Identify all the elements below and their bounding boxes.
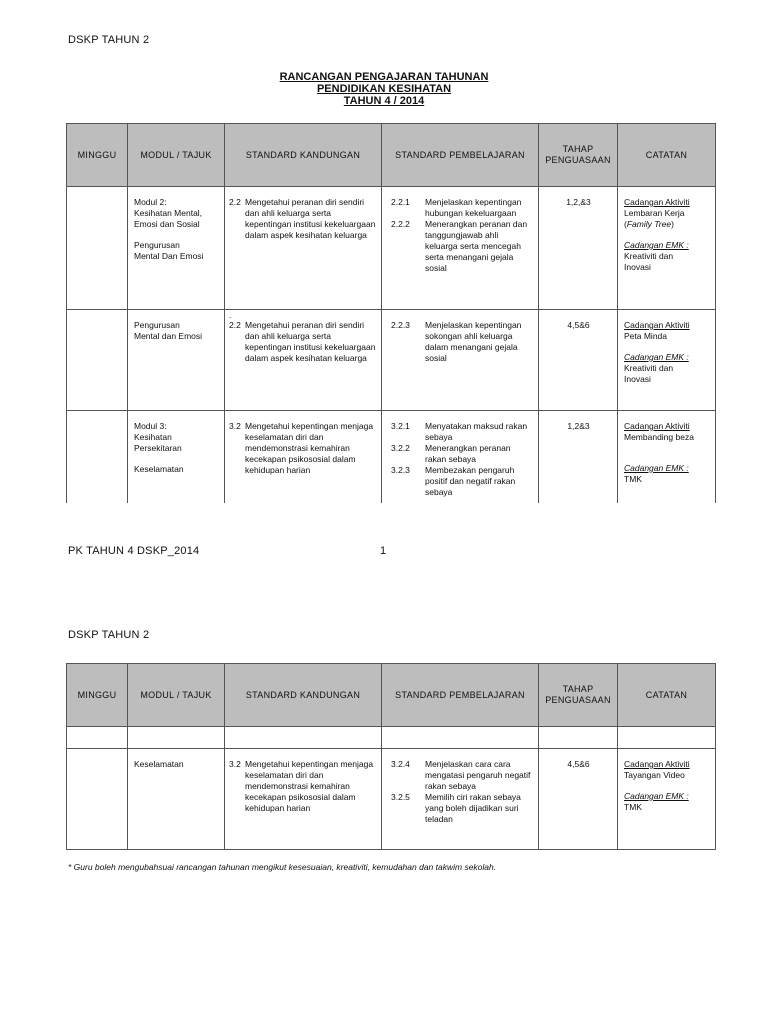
standard-kandungan-cell: 3.2 Mengetahui kepentingan menjaga keselamatan diri dan mendemonstrasi kemahiran kecekapan psikososial dalam kehidupan harian xyxy=(225,749,382,850)
modul-cell: Modul 2: Kesihatan Mental, Emosi dan Sosial Pengurusan Mental Dan Emosi xyxy=(128,187,225,310)
table-row xyxy=(67,187,716,310)
table-header-row xyxy=(67,664,716,727)
title-line-3: TAHUN 4 / 2014 xyxy=(343,95,425,107)
col-standard-kandungan: STANDARD KANDUNGAN xyxy=(225,124,382,187)
lesson-plan-table-page1 xyxy=(66,123,716,503)
minggu-cell xyxy=(67,411,128,503)
table-row xyxy=(67,310,716,411)
lesson-plan-table-page2 xyxy=(66,663,716,850)
standard-kandungan-cell: 2.2 Mengetahui peranan diri sendiri dan ahli keluarga serta kepentingan institusi kekeluargaan dalam aspek kesihatan keluarga xyxy=(225,187,382,310)
catatan-cell: Cadangan Aktiviti Membanding beza Cadangan EMK : TMK xyxy=(618,411,716,503)
page-number: 1 xyxy=(380,545,387,557)
modul-cell: Modul 3: Kesihatan Persekitaran Keselamatan xyxy=(128,411,225,503)
table-row xyxy=(67,749,716,850)
title-line-1: RANCANGAN PENGAJARAN TAHUNAN xyxy=(279,71,489,83)
modul-cell: Pengurusan Mental dan Emosi xyxy=(128,310,225,411)
catatan-cell: Cadangan Aktiviti Tayangan Video Cadangan EMK : TMK xyxy=(618,749,716,850)
standard-pembelajaran-cell: 2.2.3 Menjelaskan kepentingan sokongan ahli keluarga dalam menangani gejala sosial xyxy=(382,310,539,411)
standard-pembelajaran-cell: 3.2.4 Menjelaskan cara cara mengatasi pengaruh negatif rakan sebaya 3.2.5 Memilih ciri rakan sebaya yang boleh dijadikan suri teladan xyxy=(382,749,539,850)
tahap-cell: 1,2&3 xyxy=(539,411,618,503)
standard-kandungan-cell: . 2.2 Mengetahui peranan diri sendiri dan ahli keluarga serta kepentingan institusi kekeluargaan dalam aspek kesihatan keluarga xyxy=(225,310,382,411)
col-catatan: CATATAN xyxy=(618,664,716,727)
col-modul: MODUL / TAJUK xyxy=(128,664,225,727)
col-tahap-penguasaan: TAHAP PENGUASAAN xyxy=(539,664,618,727)
col-standard-pembelajaran: STANDARD PEMBELAJARAN xyxy=(382,124,539,187)
footnote: * Guru boleh mengubahsuai rancangan tahunan mengikut kesesuaian, kreativiti, kemudahan dan takwim sekolah. xyxy=(68,862,497,872)
col-standard-pembelajaran: STANDARD PEMBELAJARAN xyxy=(382,664,539,727)
title-line-2: PENDIDIKAN KESIHATAN xyxy=(316,83,452,95)
standard-pembelajaran-cell: 2.2.1 Menjelaskan kepentingan hubungan kekeluargaan 2.2.2 Menerangkan peranan dan tanggungjawab ahli keluarga serta mencegah serta menangani gejala sosial xyxy=(382,187,539,310)
col-modul: MODUL / TAJUK xyxy=(128,124,225,187)
catatan-cell: Cadangan Aktiviti Peta Minda Cadangan EMK : Kreativiti dan Inovasi xyxy=(618,310,716,411)
col-standard-kandungan: STANDARD KANDUNGAN xyxy=(225,664,382,727)
tahap-cell: 4,5&6 xyxy=(539,749,618,850)
col-minggu: MINGGU xyxy=(67,664,128,727)
col-minggu: MINGGU xyxy=(67,124,128,187)
standard-kandungan-cell: 3.2 Mengetahui kepentingan menjaga keselamatan diri dan mendemonstrasi kemahiran kecekapan psikososial dalam kehidupan harian xyxy=(225,411,382,503)
minggu-cell xyxy=(67,187,128,310)
table-row xyxy=(67,411,716,503)
modul-cell: Keselamatan xyxy=(128,749,225,850)
minggu-cell xyxy=(67,749,128,850)
page-header: DSKP TAHUN 2 xyxy=(68,629,150,641)
tahap-cell: 4,5&6 xyxy=(539,310,618,411)
page-footer-left: PK TAHUN 4 DSKP_2014 xyxy=(68,545,200,557)
minggu-cell xyxy=(67,310,128,411)
page-header: DSKP TAHUN 2 xyxy=(68,34,150,46)
col-tahap-penguasaan: TAHAP PENGUASAAN xyxy=(539,124,618,187)
tahap-cell: 1,2,&3 xyxy=(539,187,618,310)
document-title xyxy=(0,71,768,107)
standard-pembelajaran-cell: 3.2.1 Menyatakan maksud rakan sebaya 3.2.2 Menerangkan peranan rakan sebaya 3.2.3 Membezakan pengaruh positif dan negatif rakan sebaya xyxy=(382,411,539,503)
col-catatan: CATATAN xyxy=(618,124,716,187)
table-row-empty xyxy=(67,727,716,749)
table-header-row xyxy=(67,124,716,187)
catatan-cell: Cadangan Aktiviti Lembaran Kerja (Family Tree) Cadangan EMK : Kreativiti dan Inovasi xyxy=(618,187,716,310)
